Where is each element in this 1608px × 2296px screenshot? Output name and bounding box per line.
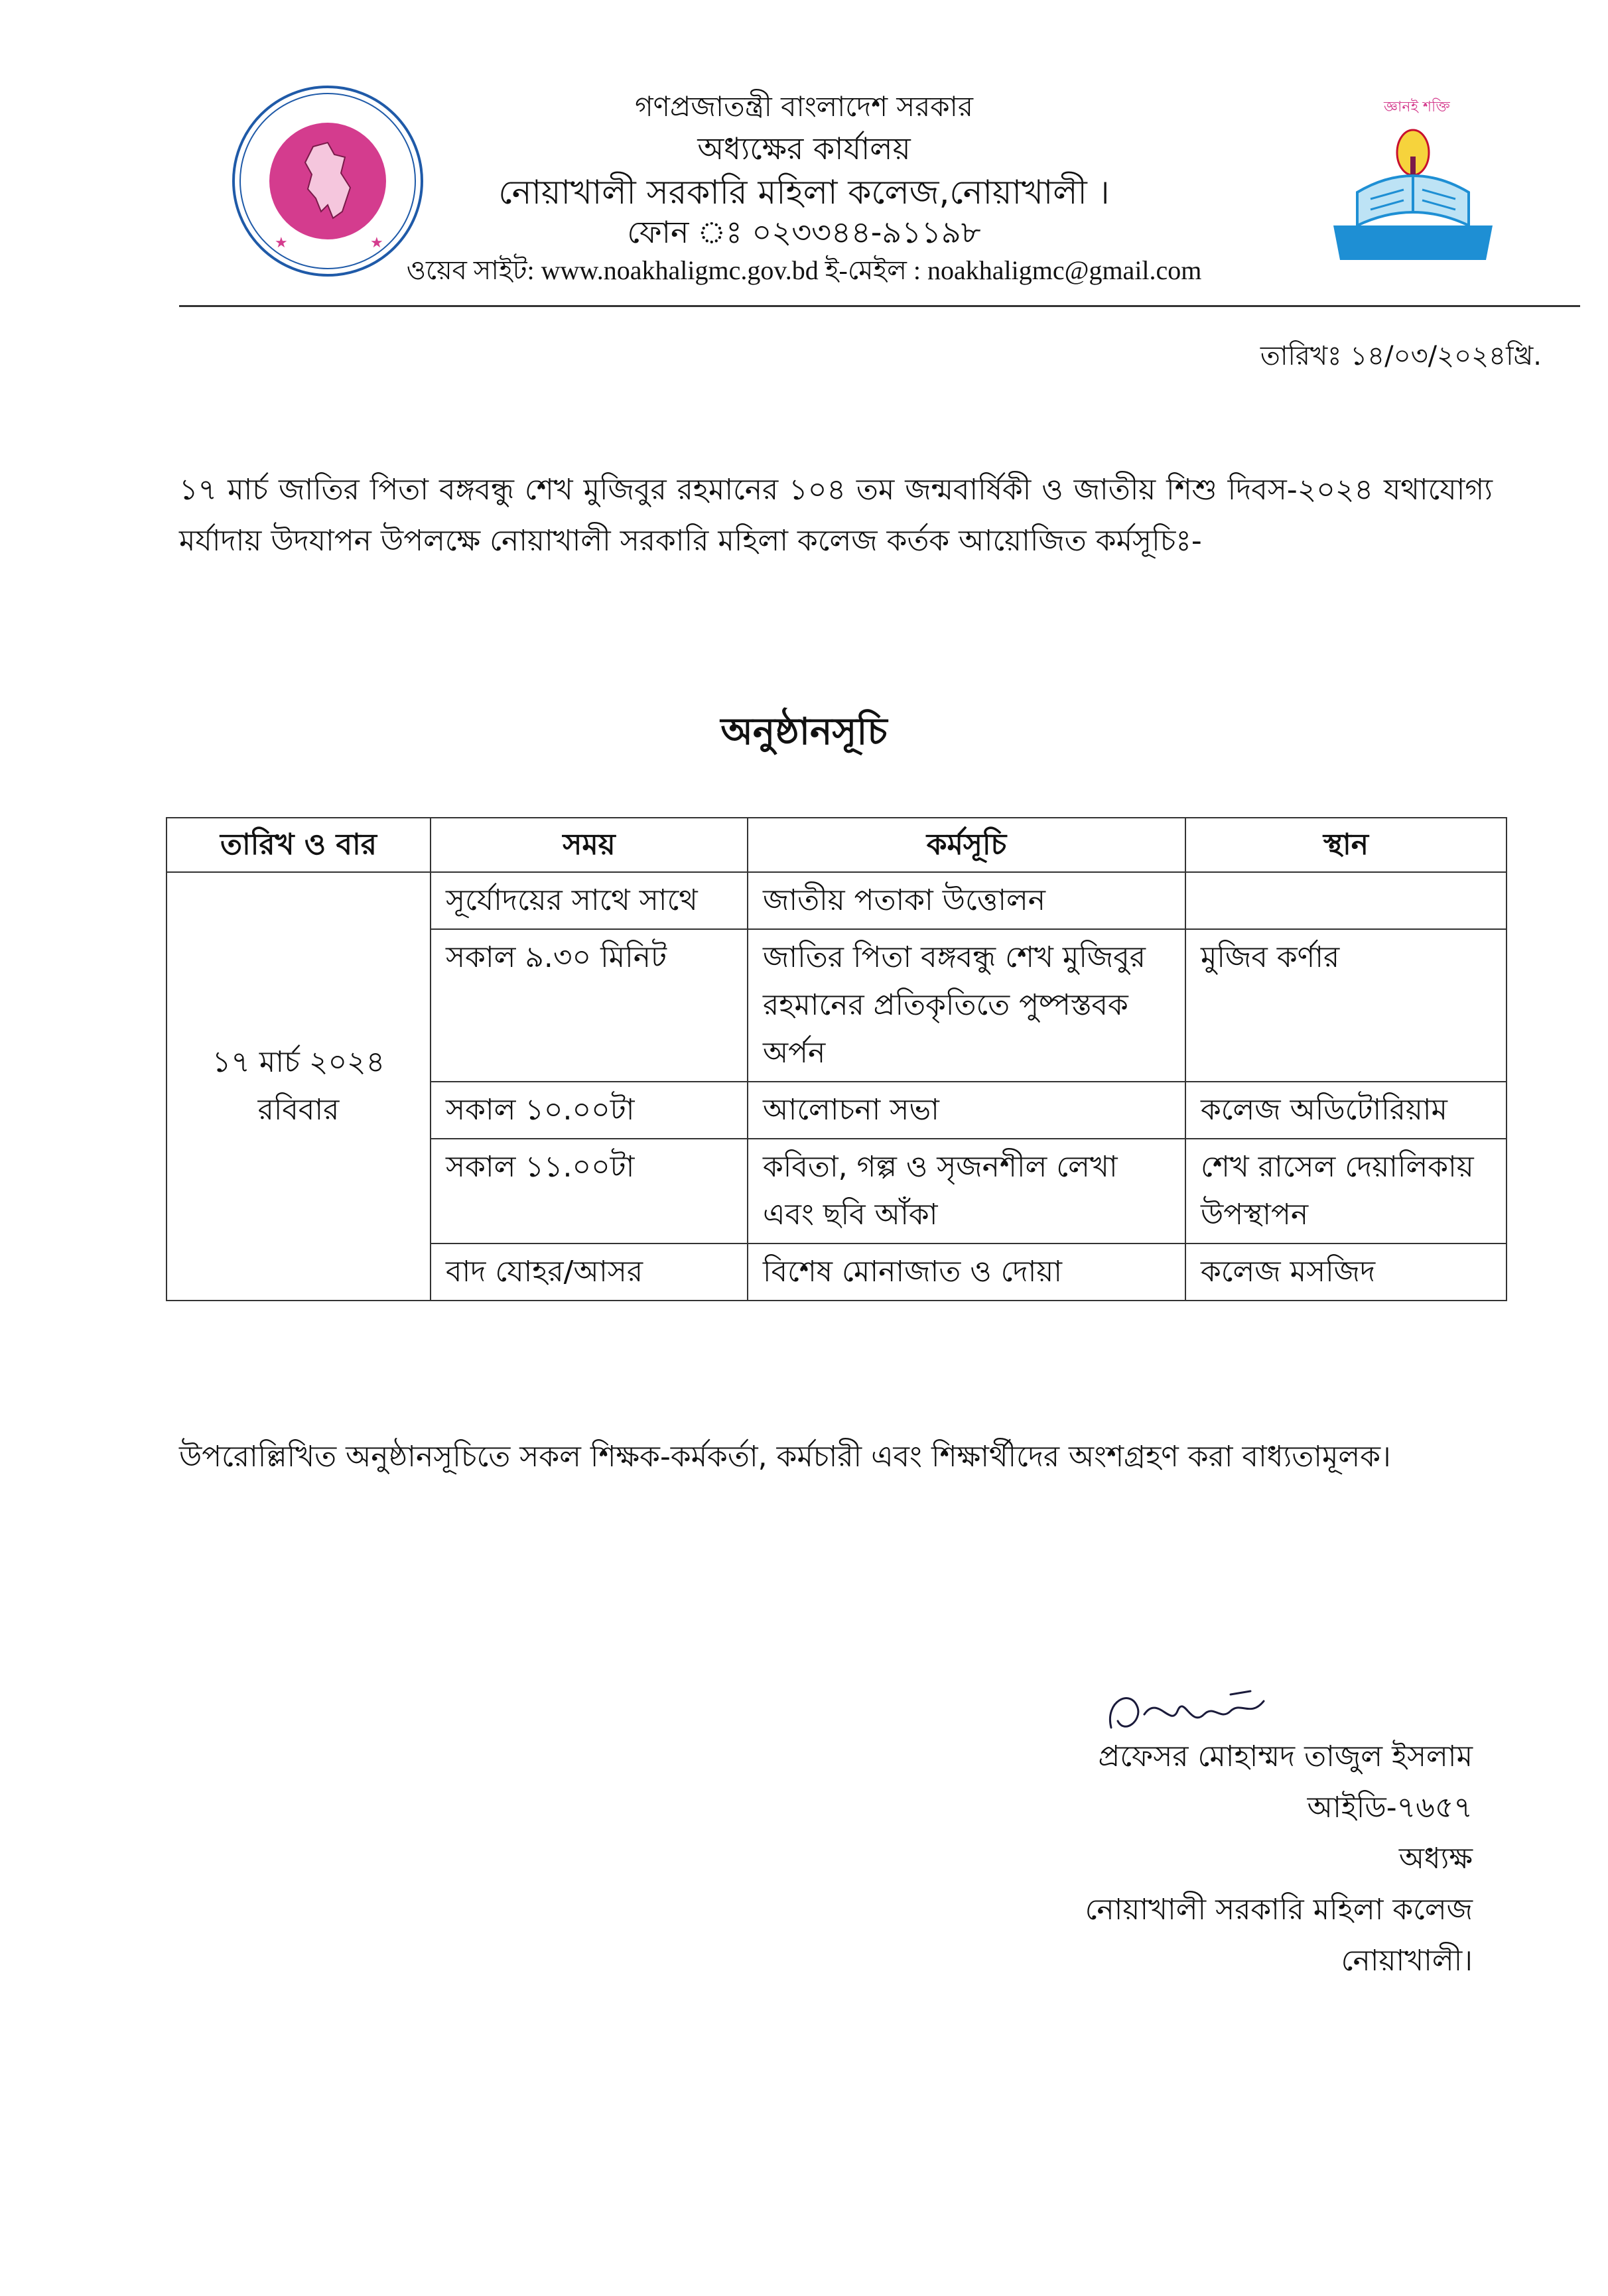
place-cell: মুজিব কর্ণার (1185, 929, 1507, 1082)
signatory-city: নোয়াখালী। (1341, 1944, 1473, 1978)
svg-text:জ্ঞানই শক্তি: জ্ঞানই শক্তি (1384, 99, 1450, 115)
header-divider (179, 305, 1580, 307)
table-header-row (167, 818, 1507, 872)
phone-number: ফোন ঃ ০২৩৩৪৪-৯১১৯৮ (627, 214, 981, 250)
government-name: গণপ্রজাতন্ত্রী বাংলাদেশ সরকার (635, 90, 973, 123)
signatory-college: নোয়াখালী সরকারি মহিলা কলেজ (1085, 1893, 1473, 1927)
time-cell: সকাল ১০.০০টা (431, 1082, 748, 1139)
column-header-program: কর্মসূচি (748, 818, 1185, 872)
time-cell: সকাল ৯.৩০ মিনিট (431, 929, 748, 1082)
column-header-place: স্থান (1185, 818, 1507, 872)
column-header-time: সময় (431, 818, 748, 872)
program-cell: জাতির পিতা বঙ্গবন্ধু শেখ মুজিবুর রহমানের প্রতিকৃতিতে পুষ্পস্তবক অর্পন (748, 929, 1185, 1082)
program-cell: কবিতা, গল্প ও সৃজনশীল লেখা এবং ছবি আঁকা (748, 1139, 1185, 1244)
column-header-date: তারিখ ও বার (167, 818, 431, 872)
college-name: নোয়াখালী সরকারি মহিলা কলেজ,নোয়াখালী । (498, 173, 1110, 212)
website-email-line: ওয়েব সাইট: www.noakhaligmc.gov.bd ই-মেইল : noakhaligmc@gmail.com (406, 255, 1202, 285)
place-cell: কলেজ মসজিদ (1185, 1244, 1507, 1301)
time-cell: বাদ যোহর/আসর (431, 1244, 748, 1301)
schedule-heading: অনুষ্ঠানসূচি (720, 710, 888, 753)
program-cell: বিশেষ মোনাজাত ও দোয়া (748, 1244, 1185, 1301)
date-weekday: রবিবার (257, 1093, 340, 1127)
place-cell: কলেজ অডিটোরিয়াম (1185, 1082, 1507, 1139)
place-cell (1185, 872, 1507, 929)
office-name: অধ্যক্ষের কার্যালয় (697, 131, 911, 166)
signatory-block (902, 1731, 1473, 1986)
time-cell: সকাল ১১.০০টা (431, 1139, 748, 1244)
closing-paragraph: উপরোল্লিখিত অনুষ্ঠানসূচিতে সকল শিক্ষক-কর্মকর্তা, কর্মচারী এবং শিক্ষার্থীদের অংশগ্রহণ করা বাধ্যতামূলক। (179, 1440, 1391, 1474)
program-schedule-table (166, 817, 1507, 1301)
svg-text:★: ★ (275, 235, 288, 251)
table-row (167, 872, 1507, 929)
date-cell (167, 872, 431, 1301)
program-cell: আলোচনা সভা (748, 1082, 1185, 1139)
document-date: তারিখঃ ১৪/০৩/২০২৪খ্রি. (1260, 341, 1542, 371)
program-cell: জাতীয় পতাকা উত্তোলন (748, 872, 1185, 929)
time-cell: সূর্যোদয়ের সাথে সাথে (431, 872, 748, 929)
date-day: ১৭ মার্চ ২০২৪ (212, 1045, 385, 1079)
intro-paragraph: ১৭ মার্চ জাতির পিতা বঙ্গবন্ধু শেখ মুজিবুর রহমানের ১০৪ তম জন্মবার্ষিকী ও জাতীয় শিশু দিবস-২০২৪ যথাযোগ্য মর্যাদায় উদযাপন উপলক্ষে নোয়াখালী সরকারি মহিলা কলেজ কর্তক আয়োজিত কর্মসূচিঃ- (179, 473, 1493, 558)
svg-text:★: ★ (370, 235, 383, 251)
signatory-id: আইডি-৭৬৫৭ (1307, 1791, 1473, 1824)
signatory-title: অধ্যক্ষ (1398, 1842, 1473, 1876)
place-cell: শেখ রাসেল দেয়ালিকায় উপস্থাপন (1185, 1139, 1507, 1244)
signatory-name: প্রফেসর মোহাম্মদ তাজুল ইসলাম (1098, 1740, 1473, 1773)
